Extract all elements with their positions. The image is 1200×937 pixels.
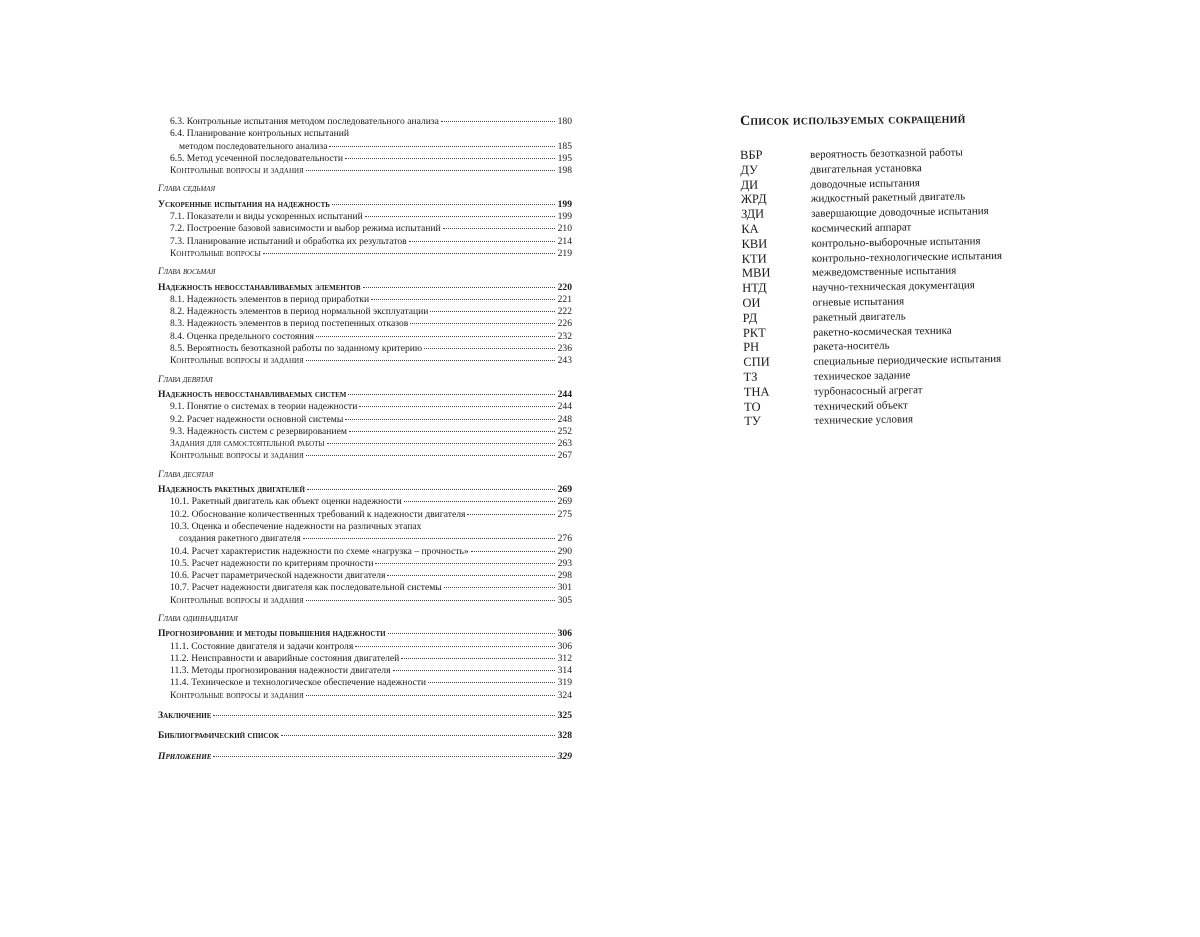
toc-entry bbox=[158, 153, 572, 165]
abbreviation-term: ТЗ bbox=[743, 369, 758, 384]
toc-entry-title: 11.3. Методы прогнозирования надежности двигателя bbox=[170, 665, 391, 677]
dot-leader bbox=[441, 120, 555, 122]
toc-entry bbox=[158, 582, 572, 594]
toc-entry bbox=[158, 223, 572, 235]
abbreviation-meaning: двигательная установка bbox=[810, 161, 922, 176]
toc-entry bbox=[158, 450, 572, 462]
toc-entry-title: Задания для самостоятельной работы bbox=[170, 438, 325, 450]
toc-entry-title: 6.5. Метод усеченной последовательности bbox=[170, 152, 343, 164]
toc-page-number: 324 bbox=[557, 689, 572, 701]
dot-leader bbox=[444, 586, 555, 588]
toc-page-number: 312 bbox=[557, 652, 572, 664]
dot-leader bbox=[329, 145, 554, 147]
abbreviation-term: РД bbox=[742, 310, 758, 325]
chapter-label: Глава одиннадцатая bbox=[158, 613, 238, 624]
toc-entry bbox=[158, 521, 572, 533]
toc-entry-title: 6.3. Контрольные испытания методом последовательного анализа bbox=[170, 116, 439, 127]
dot-leader bbox=[410, 322, 554, 324]
dot-leader bbox=[365, 215, 555, 217]
abbreviation-term: ТУ bbox=[744, 414, 761, 429]
toc-page-number: 243 bbox=[557, 355, 572, 367]
dot-leader bbox=[327, 442, 555, 444]
toc-entry-title: 10.5. Расчет надежности по критериям прочности bbox=[170, 557, 374, 569]
toc-entry bbox=[158, 690, 572, 702]
abbreviation-meaning: вероятность безотказной работы bbox=[810, 146, 963, 161]
dot-leader bbox=[443, 227, 555, 229]
toc-entry-title: 8.1. Надежность элементов в период приработки bbox=[170, 293, 370, 305]
toc-page-number: 275 bbox=[557, 508, 572, 520]
toc-page-number: 252 bbox=[557, 425, 572, 437]
abbreviation-meaning: научно-техническая документация bbox=[812, 279, 975, 295]
toc-entry bbox=[158, 355, 572, 367]
toc-page-number: 298 bbox=[557, 570, 572, 582]
toc-entry-title: 10.4. Расчет характеристик надежности по схеме «нагрузка – прочность» bbox=[170, 545, 469, 557]
abbreviation-term: ДУ bbox=[740, 162, 758, 177]
toc-page-number: 301 bbox=[557, 582, 572, 594]
table-of-contents bbox=[158, 116, 572, 763]
toc-entry bbox=[158, 641, 572, 653]
abbreviation-meaning: ракета-носитель bbox=[813, 340, 890, 354]
dot-leader bbox=[355, 645, 554, 647]
toc-page-number: 290 bbox=[557, 545, 572, 557]
abbreviation-term: СПИ bbox=[743, 354, 770, 370]
abbreviation-meaning: турбонасосный агрегат bbox=[813, 383, 923, 398]
toc-page-number: 306 bbox=[557, 640, 572, 652]
abbreviation-meaning: межведомственные испытания bbox=[811, 264, 957, 280]
toc-entry-title: 7.3. Планирование испытаний и обработка их результатов bbox=[170, 235, 407, 247]
dot-leader bbox=[471, 550, 555, 552]
dot-leader bbox=[430, 310, 554, 312]
toc-entry bbox=[158, 211, 572, 223]
abbreviations-list bbox=[740, 143, 1064, 429]
toc-entry-title: Приложение bbox=[158, 750, 212, 762]
chapter-title-entry bbox=[158, 389, 572, 401]
dot-leader bbox=[467, 513, 554, 515]
dot-leader bbox=[371, 298, 555, 300]
abbreviation-meaning: контрольно-технологические испытания bbox=[811, 249, 1003, 265]
toc-entry-title: 7.1. Показатели и виды ускоренных испытаний bbox=[170, 211, 363, 223]
toc-page-number: 220 bbox=[557, 281, 572, 293]
toc-page-number: 263 bbox=[557, 438, 572, 450]
toc-page-number: 248 bbox=[557, 413, 572, 425]
dot-leader bbox=[363, 286, 555, 288]
backmatter-entry bbox=[158, 730, 572, 742]
abbreviation-meaning: специальные периодические испытания bbox=[813, 353, 1002, 369]
dot-leader bbox=[306, 454, 555, 456]
abbreviation-term: ТО bbox=[743, 399, 761, 414]
toc-page-number: 276 bbox=[557, 533, 572, 545]
toc-entry bbox=[158, 653, 572, 665]
toc-entry-title: Надежность ракетных двигателей bbox=[158, 484, 305, 496]
toc-entry-title: 6.4. Планирование контрольных испытаний bbox=[170, 128, 349, 140]
abbreviation-meaning: завершающие доводочные испытания bbox=[810, 205, 989, 221]
toc-entry bbox=[158, 438, 572, 450]
abbreviations-title: Список используемых сокращений bbox=[740, 111, 966, 129]
dot-leader bbox=[281, 734, 555, 736]
toc-entry bbox=[158, 116, 572, 128]
dot-leader bbox=[316, 335, 555, 337]
toc-entry bbox=[158, 306, 572, 318]
abbreviation-meaning: технические условия bbox=[814, 413, 914, 428]
toc-entry bbox=[158, 558, 572, 570]
toc-entry bbox=[158, 141, 572, 153]
toc-entry-title: 10.6. Расчет параметрической надежности двигателя bbox=[170, 570, 386, 582]
dot-leader bbox=[306, 599, 555, 601]
toc-entry-title: 7.2. Построение базовой зависимости и выбор режима испытаний bbox=[170, 223, 441, 235]
toc-page-number: 305 bbox=[557, 594, 572, 606]
abbreviation-meaning: технический объект bbox=[813, 398, 908, 413]
toc-entry bbox=[158, 595, 572, 607]
toc-page-number: 328 bbox=[557, 730, 572, 742]
abbreviation-term: МВИ bbox=[741, 265, 771, 281]
abbreviation-term: ВБР bbox=[740, 147, 763, 162]
dot-leader bbox=[388, 632, 555, 634]
dot-leader bbox=[393, 669, 555, 671]
toc-entry bbox=[158, 165, 572, 177]
abbreviation-term: РН bbox=[743, 340, 760, 355]
dot-leader bbox=[359, 405, 554, 407]
toc-entry bbox=[158, 426, 572, 438]
backmatter-entry bbox=[158, 751, 572, 763]
toc-entry-title: 8.4. Оценка предельного состояния bbox=[170, 330, 314, 342]
toc-page-number: 185 bbox=[557, 140, 572, 152]
toc-page-number: 329 bbox=[557, 750, 572, 762]
right-page bbox=[600, 0, 1200, 937]
abbreviation-meaning: огневые испытания bbox=[812, 295, 905, 309]
dot-leader bbox=[404, 500, 555, 502]
abbreviation-term: РКТ bbox=[742, 325, 766, 340]
toc-entry-title: 10.2. Обоснование количественных требований к надежности двигателя bbox=[170, 508, 466, 520]
dot-leader bbox=[306, 359, 555, 361]
toc-entry bbox=[158, 294, 572, 306]
dot-leader bbox=[424, 347, 555, 349]
toc-entry bbox=[158, 509, 572, 521]
chapter-title-entry bbox=[158, 282, 572, 294]
abbreviation-meaning: доводочные испытания bbox=[810, 176, 921, 191]
toc-page-number: 319 bbox=[557, 677, 572, 689]
dot-leader bbox=[401, 657, 554, 659]
toc-page-number: 199 bbox=[557, 198, 572, 210]
dot-leader bbox=[307, 488, 555, 490]
dot-leader bbox=[306, 169, 555, 171]
toc-entry bbox=[158, 570, 572, 582]
abbreviation-term: КТИ bbox=[741, 251, 767, 266]
abbreviation-term: ЗДИ bbox=[740, 206, 765, 222]
toc-entry bbox=[158, 665, 572, 677]
toc-page-number: 195 bbox=[557, 152, 572, 164]
toc-entry-title: создания ракетного двигателя bbox=[179, 533, 301, 545]
toc-entry bbox=[158, 236, 572, 248]
toc-entry bbox=[158, 331, 572, 343]
dot-leader bbox=[428, 681, 555, 683]
toc-page-number: 221 bbox=[557, 293, 572, 305]
toc-entry-title: методом последовательного анализа bbox=[179, 140, 328, 152]
toc-entry bbox=[158, 414, 572, 426]
toc-entry-title: 10.7. Расчет надежности двигателя как последовательной системы bbox=[170, 582, 442, 594]
dot-leader bbox=[348, 393, 554, 395]
chapter-label: Глава девятая bbox=[158, 374, 213, 385]
dot-leader bbox=[375, 562, 554, 564]
toc-page-number: 210 bbox=[557, 223, 572, 235]
toc-page-number: 236 bbox=[557, 343, 572, 355]
toc-entry-title: Контрольные вопросы и задания bbox=[170, 165, 304, 177]
toc-entry-title: Надежность невосстанавливаемых элементов bbox=[158, 281, 361, 293]
dot-leader bbox=[387, 574, 554, 576]
toc-page-number: 214 bbox=[557, 235, 572, 247]
toc-entry bbox=[158, 248, 572, 260]
toc-entry-title: 10.1. Ракетный двигатель как объект оценки надежности bbox=[170, 496, 402, 508]
abbreviation-term: ТНА bbox=[743, 384, 770, 399]
dot-leader bbox=[345, 157, 555, 159]
abbreviation-meaning: ракетный двигатель bbox=[812, 310, 906, 324]
toc-entry bbox=[158, 533, 572, 545]
toc-entry-title: 11.4. Техническое и технологическое обеспечение надежности bbox=[170, 677, 427, 689]
chapter-title-entry bbox=[158, 484, 572, 496]
abbreviation-term: ДИ bbox=[740, 177, 759, 192]
toc-page-number: 314 bbox=[557, 665, 572, 677]
dot-leader bbox=[303, 537, 555, 539]
toc-page-number: 325 bbox=[557, 710, 572, 722]
toc-entry-title: 8.5. Вероятность безотказной работы по заданному критерию bbox=[170, 343, 423, 355]
dot-leader bbox=[306, 694, 555, 696]
toc-entry bbox=[158, 343, 572, 355]
toc-entry-title: 10.3. Оценка и обеспечение надежности на различных этапах bbox=[170, 520, 422, 532]
abbreviation-meaning: контрольно-выборочные испытания bbox=[811, 235, 981, 250]
toc-entry-title: 9.1. Понятие о системах в теории надежности bbox=[170, 401, 358, 413]
abbreviation-meaning: техническое задание bbox=[813, 369, 911, 383]
chapter-label: Глава десятая bbox=[158, 469, 214, 480]
toc-entry-title: Надежность невосстанавливаемых систем bbox=[158, 388, 347, 400]
toc-page-number: 199 bbox=[557, 211, 572, 223]
toc-entry-title: 8.2. Надежность элементов в период нормальной эксплуатации bbox=[170, 306, 429, 318]
abbreviation-term: КА bbox=[741, 221, 759, 236]
toc-page-number: 219 bbox=[557, 247, 572, 259]
toc-page-number: 244 bbox=[557, 401, 572, 413]
toc-entry-title: Прогнозирование и методы повышения надежности bbox=[158, 628, 386, 640]
chapter-label: Глава седьмая bbox=[158, 184, 216, 195]
toc-entry-title: Заключение bbox=[158, 710, 212, 722]
abbreviation-term: ОИ bbox=[742, 295, 761, 310]
toc-page-number: 244 bbox=[557, 388, 572, 400]
toc-page-number: 269 bbox=[557, 484, 572, 496]
toc-page-number: 198 bbox=[557, 165, 572, 177]
dot-leader bbox=[349, 430, 555, 432]
abbreviation-term: КВИ bbox=[741, 236, 768, 251]
toc-entry bbox=[158, 546, 572, 558]
abbreviation-meaning: ракетно-космическая техника bbox=[812, 324, 952, 339]
backmatter-entry bbox=[158, 710, 572, 722]
toc-entry-title: 9.2. Расчет надежности основной системы bbox=[170, 413, 344, 425]
toc-page-number: 269 bbox=[557, 496, 572, 508]
toc-page-number: 267 bbox=[557, 450, 572, 462]
toc-entry bbox=[158, 128, 572, 140]
abbreviation-term: НТД bbox=[742, 280, 767, 296]
toc-entry-title: 11.1. Состояние двигателя и задачи контроля bbox=[170, 640, 354, 652]
toc-entry bbox=[158, 318, 572, 330]
dot-leader bbox=[263, 252, 555, 254]
toc-entry-title: 8.3. Надежность элементов в период постепенных отказов bbox=[170, 318, 409, 330]
toc-entry bbox=[158, 401, 572, 413]
toc-entry-title: Контрольные вопросы bbox=[170, 247, 261, 259]
dot-leader bbox=[213, 755, 554, 757]
toc-entry-title: Библиографический список bbox=[158, 730, 279, 742]
abbreviation-meaning: жидкостный ракетный двигатель bbox=[810, 190, 966, 206]
dot-leader bbox=[213, 714, 554, 716]
toc-entry-title: Контрольные вопросы и задания bbox=[170, 594, 304, 606]
dot-leader bbox=[332, 203, 555, 205]
toc-entry bbox=[158, 496, 572, 508]
toc-entry-title: Контрольные вопросы и задания bbox=[170, 450, 304, 462]
toc-page-number: 232 bbox=[557, 330, 572, 342]
abbreviation-term: ЖРД bbox=[740, 191, 767, 207]
toc-page-number: 222 bbox=[557, 306, 572, 318]
toc-page-number: 180 bbox=[557, 116, 572, 127]
toc-entry-title: 9.3. Надежность систем с резервированием bbox=[170, 425, 347, 437]
toc-entry-title: Контрольные вопросы и задания bbox=[170, 689, 304, 701]
toc-page-number: 226 bbox=[557, 318, 572, 330]
dot-leader bbox=[409, 240, 555, 242]
chapter-label: Глава восьмая bbox=[158, 267, 216, 278]
toc-entry-title: 11.2. Неисправности и аварийные состояния двигателей bbox=[170, 652, 400, 664]
abbreviation-meaning: космический аппарат bbox=[811, 221, 912, 235]
chapter-title-entry bbox=[158, 628, 572, 640]
chapter-title-entry bbox=[158, 199, 572, 211]
toc-entry-title: Контрольные вопросы и задания bbox=[170, 355, 304, 367]
toc-entry-title: Ускоренные испытания на надежность bbox=[158, 198, 330, 210]
dot-leader bbox=[345, 418, 554, 420]
toc-page-number: 306 bbox=[557, 628, 572, 640]
toc-entry bbox=[158, 677, 572, 689]
toc-page-number: 293 bbox=[557, 557, 572, 569]
